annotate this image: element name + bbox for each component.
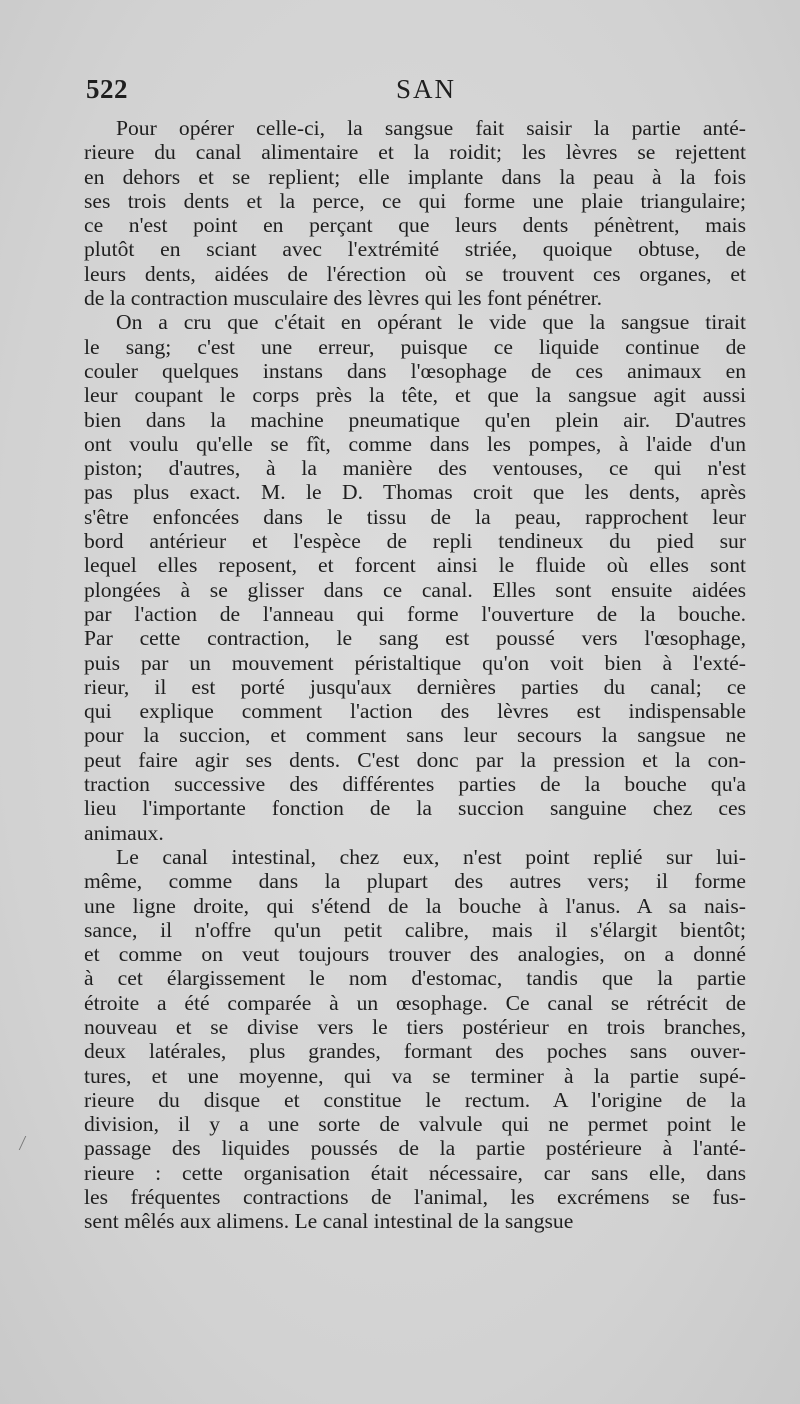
text-line: Le canal intestinal, chez eux, n'est point replié sur lui- [116, 844, 746, 869]
text-line: sance, il n'offre qu'un petit calibre, mais il s'élargit bientôt; [84, 917, 746, 942]
text-line: deux latérales, plus grandes, formant des poches sans ouver- [84, 1039, 746, 1064]
paragraph [84, 310, 746, 845]
text-line: les fréquentes contractions de l'animal, les excrémens se fus- [84, 1185, 746, 1210]
text-line: étroite a été comparée à un œsophage. Ce canal se rétrécit de [84, 990, 746, 1015]
text-line: ce n'est point en perçant que leurs dents pénètrent, mais [84, 213, 746, 238]
text-line: en dehors et se replient; elle implante dans la peau à la fois [84, 164, 746, 189]
page-number: 522 [86, 74, 128, 104]
text-line: pas plus exact. M. le D. Thomas croit que les dents, après [84, 480, 746, 505]
paragraph [84, 845, 746, 1234]
running-head: SAN [395, 74, 456, 104]
text-line: une ligne droite, qui s'étend de la bouche à l'anus. A sa nais- [84, 893, 746, 918]
text-line: rieure du canal alimentaire et la roidit; les lèvres se rejettent [84, 140, 746, 165]
text-line: On a cru que c'était en opérant le vide que la sangsue tirait [116, 310, 746, 335]
text-line: rieure : cette organisation était nécessaire, car sans elle, dans [84, 1160, 746, 1185]
text-line: tures, et une moyenne, qui va se terminer à la partie supé- [84, 1063, 746, 1088]
text-line: plutôt en sciant avec l'extrémité striée, quoique obtuse, de [84, 237, 746, 262]
text-line: bien dans la machine pneumatique qu'en plein air. D'autres [84, 407, 746, 432]
text-line: nouveau et se divise vers le tiers postérieur en trois branches, [84, 1014, 746, 1039]
text-line: ont voulu qu'elle se fît, comme dans les pompes, à l'aide d'un [84, 431, 746, 456]
text-line: animaux. [84, 820, 164, 845]
margin-mark [19, 1136, 37, 1150]
text-line: le sang; c'est une erreur, puisque ce liquide continue de [84, 334, 746, 359]
text-line: lieu l'importante fonction de la succion sanguine chez ces [84, 796, 746, 821]
text-line: et comme on veut toujours trouver des analogies, on a donné [84, 942, 746, 967]
text-line: pour la succion, et comment sans leur secours la sangsue ne [84, 723, 746, 748]
text-line: leur coupant le corps près la tête, et que la sangsue agit aussi [84, 383, 746, 408]
text-line: par l'action de l'anneau qui forme l'ouverture de la bouche. [84, 601, 746, 626]
text-line: Par cette contraction, le sang est poussé vers l'œsophage, [84, 626, 746, 651]
text-line: rieure du disque et constitue le rectum. A l'origine de la [84, 1087, 746, 1112]
text-line: traction successive des différentes parties de la bouche qu'a [84, 772, 746, 797]
text-line: couler quelques instans dans l'œsophage de ces animaux en [84, 358, 746, 383]
text-line: même, comme dans la plupart des autres vers; il forme [84, 869, 746, 894]
text-line: de la contraction musculaire des lèvres qui les font pénétrer. [84, 286, 603, 311]
paragraph [84, 116, 746, 310]
text-line: s'être enfoncées dans le tissu de la peau, rapprochent leur [84, 504, 746, 529]
text-line: ses trois dents et la perce, ce qui forme une plaie triangulaire; [84, 188, 746, 213]
text-line: peut faire agir ses dents. C'est donc par la pression et la con- [84, 747, 746, 772]
text-line: bord antérieur et l'espèce de repli tendineux du pied sur [84, 529, 746, 554]
text-line: puis par un mouvement péristaltique qu'on voit bien à l'exté- [84, 650, 746, 675]
page-header [86, 74, 746, 114]
text-line: qui explique comment l'action des lèvres est indispensable [84, 699, 746, 724]
text-line: plongées à se glisser dans ce canal. Elles sont ensuite aidées [84, 577, 746, 602]
text-line: sent mêlés aux alimens. Le canal intestinal de la sangsue [84, 1209, 574, 1234]
text-line: division, il y a une sorte de valvule qui ne permet point le [84, 1112, 746, 1137]
text-line: rieur, il est porté jusqu'aux dernières parties du canal; ce [84, 674, 746, 699]
body-text [84, 116, 746, 1234]
text-line: passage des liquides poussés de la partie postérieure à l'anté- [84, 1136, 746, 1161]
text-line: Pour opérer celle-ci, la sangsue fait saisir la partie anté- [116, 116, 746, 140]
text-line: lequel elles reposent, et forcent ainsi le fluide où elles sont [84, 553, 746, 578]
text-line: à cet élargissement le nom d'estomac, tandis que la partie [84, 966, 746, 991]
text-line: leurs dents, aidées de l'érection où se trouvent ces organes, et [84, 261, 746, 286]
text-line: piston; d'autres, à la manière des ventouses, ce qui n'est [84, 456, 746, 481]
